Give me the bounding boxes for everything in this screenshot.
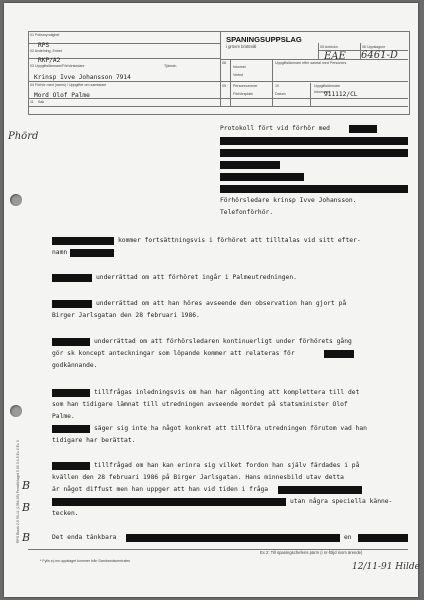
redaction-bar <box>52 274 92 282</box>
field-11-label: 11 <box>30 100 34 104</box>
uppgiftslamnare-label: 03 Uppgiftslämnare/Förhörsledare <box>30 64 85 68</box>
interviewer-line: Förhörsledare krinsp Ivve Johansson. <box>220 197 357 204</box>
field-personnummer-label: Personnummer <box>233 84 258 88</box>
redaction-bar <box>220 173 304 181</box>
redaction-bar <box>52 498 286 506</box>
paragraph-3-line-1: underrättad om att han höres avseende den observation han gjort på <box>96 300 347 307</box>
field-sak-label: Sak <box>38 100 45 104</box>
redaction-bar <box>220 137 408 145</box>
redaction-bar <box>70 249 114 257</box>
paragraph-7-line-5: tecken. <box>52 510 79 517</box>
paragraph-6-line-2: tidigare har berättat. <box>52 437 136 444</box>
forhor-med-label: 04 Förhör med (namn) / Uppgifter om samtalare <box>30 83 107 87</box>
interview-type: Telefonförhör. <box>220 209 274 216</box>
field-samtal-label: Uppgiftslämnare efter samtal med Personers <box>275 61 347 65</box>
field-uppgiftslamnare-label: Uppgiftslämnare <box>314 84 341 88</box>
paragraph-5-line-3: Palme. <box>52 413 75 420</box>
paragraph-4-line-2: gör sk koncept anteckningar som löpande kommer att relateras för <box>52 350 295 357</box>
paragraph-5-line-1: tillfrågas inledningsvis om han har någonting att komplettera till det <box>94 389 360 396</box>
redaction-bar <box>52 425 90 433</box>
redaction-bar <box>52 462 90 470</box>
uppslagsnr-label: 06 Uppslagsnr <box>362 45 386 49</box>
paragraph-3-line-2: Birger Jarlsgatan den 28 februari 1986. <box>52 312 200 319</box>
redaction-bar <box>52 389 90 397</box>
margin-note: Phörd <box>8 131 39 142</box>
redaction-bar <box>324 350 354 358</box>
redaction-bar <box>358 534 408 542</box>
field-verkst-label: Verkst <box>233 73 243 77</box>
field-09-label: 09 <box>222 84 226 88</box>
tjanst-label: Tjänste- <box>164 64 177 68</box>
margin-mark-b: B <box>22 501 31 514</box>
side-print: RPS Blank 2-5 90-11 (1984-09) Fenixförlaget 5 00 3 4-5 Ex 2 Ex 3 <box>16 440 20 543</box>
redaction-bar <box>220 185 408 193</box>
paragraph-8-end: en <box>344 534 352 541</box>
document-page <box>4 3 418 597</box>
paragraph-4-line-1: underrättad om att förhörsledaren kontinuerligt under förhörets gång <box>94 338 352 345</box>
redaction-bar <box>126 534 340 542</box>
paragraph-2: underrättad om att förhöret ingår i Palmeutredningen. <box>96 274 297 281</box>
anteckn-label: 05 Anteckn <box>320 45 338 49</box>
margin-mark-b: B <box>22 479 31 492</box>
signature: 12/11-91 Hilde <box>352 562 420 572</box>
datum-value: 911112/CL <box>324 91 358 98</box>
paragraph-6-line-1: säger sig inte ha något konkret att tillföra utredningen förutom vad han <box>94 425 367 432</box>
footer-right-note: Ex 2: Till spaningschefens pärm (i nr-följd inom ärende) <box>260 550 363 555</box>
paragraph-7-line-1: tillfrågad om han kan erinra sig vilket fordon han själv färdades i på <box>94 462 360 469</box>
field-inkomst-label: Inkomst <box>233 65 246 69</box>
redaction-bar <box>349 125 377 133</box>
form-subtitle: i grövre brottmål <box>226 44 257 49</box>
paragraph-4-line-3: godkännande. <box>52 362 98 369</box>
redaction-bar <box>52 300 92 308</box>
avdelning-value: RKP/A2 <box>38 57 61 64</box>
field-08-label: 08 <box>222 61 226 65</box>
punch-hole-bottom <box>10 405 22 417</box>
paragraph-1-line-1: kommer fortsättningsvis i förhöret att tilltalas vid sitt efter- <box>118 237 361 244</box>
paragraph-1-line-2: namn <box>52 249 68 256</box>
field-inkommet-label: Inkommet <box>314 90 330 94</box>
redaction-bar <box>220 161 280 169</box>
redaction-bar <box>52 338 90 346</box>
protocol-heading: Protokoll fört vid förhör med <box>220 125 330 132</box>
paragraph-8-start: Det enda tänkbara <box>52 534 117 541</box>
field-forhorsplats-label: Förhörsplats <box>233 92 253 96</box>
paragraph-7-line-3: är något diffust men han uppger att han vid tiden i fråga <box>52 486 269 493</box>
redaction-bar <box>278 486 362 494</box>
field-10-label: 10 <box>275 84 279 88</box>
paragraph-7-line-4: utan några speciella känne- <box>290 498 393 505</box>
field-datum-label: Datum <box>275 92 286 96</box>
polismyndighet-value: RPS <box>38 42 50 49</box>
forhor-med-value: Mord Olof Palme <box>34 92 90 99</box>
footer-left-note: * Fylls ej om uppslaget kommer från Sambandscentralen <box>40 559 131 563</box>
punch-hole-top <box>10 194 22 206</box>
form-title: SPANINGSUPPSLAG <box>226 35 302 44</box>
margin-mark-b: B <box>22 531 31 544</box>
uppslagsnr-value: 6461-D <box>361 50 398 61</box>
uppgiftslamnare-value: Krinsp Ivve Johansson 7914 <box>34 74 131 81</box>
paragraph-7-line-2: kvällen den 28 februari 1986 på Birger Jarlsgatan. Hans minnesbild utav detta <box>52 474 344 481</box>
paragraph-5-line-2: som han tidigare lämnat till utredningen avseende mordet på statsminister Olof <box>52 401 348 408</box>
redaction-bar <box>220 149 408 157</box>
polismyndighet-label: 01 Polismyndighet <box>30 33 60 37</box>
avdelning-label: 02 Avdelning, Enhet <box>30 49 62 53</box>
anteckn-value: EAE <box>324 51 346 62</box>
redaction-bar <box>52 237 114 245</box>
